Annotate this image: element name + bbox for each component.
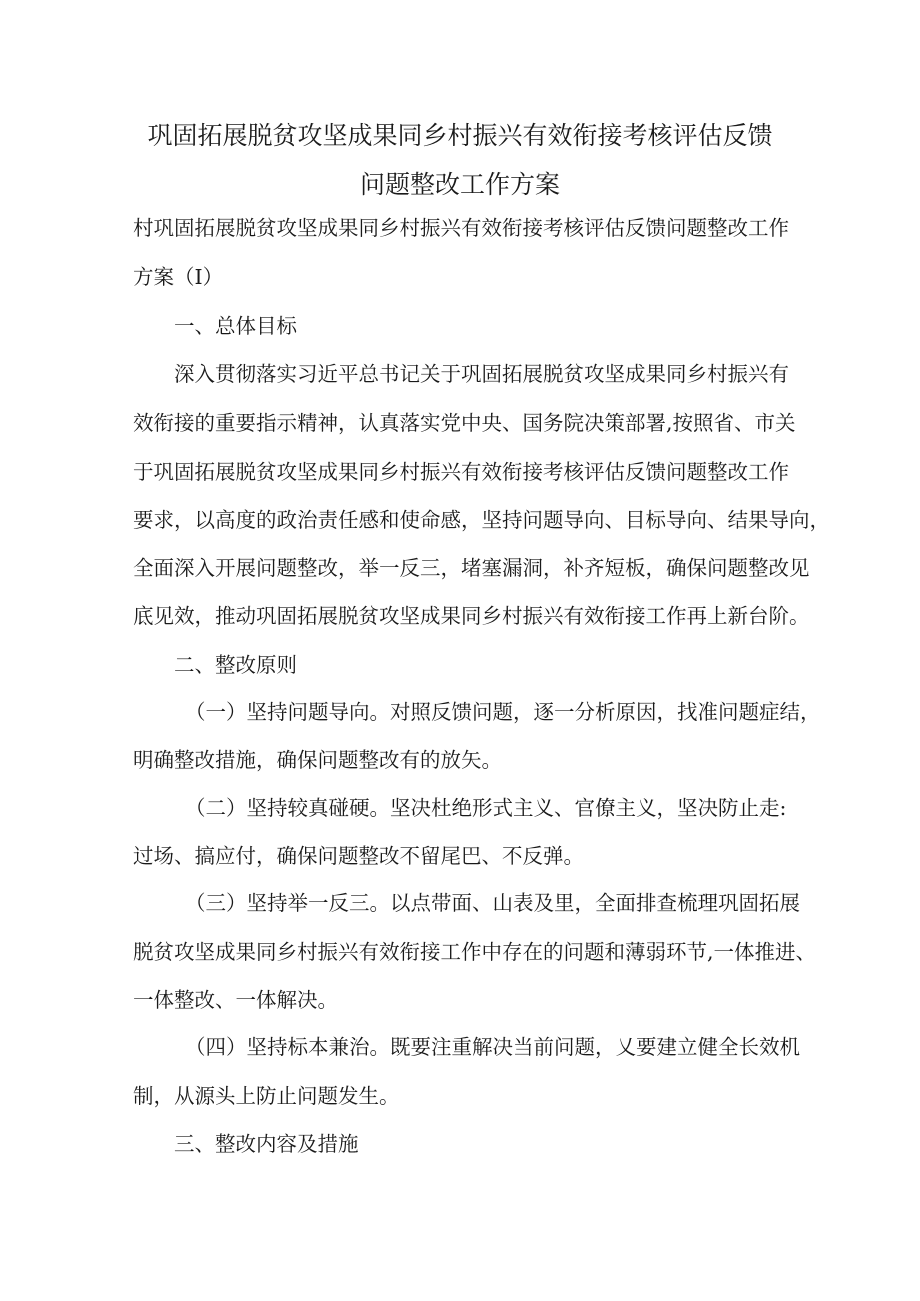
document-title-line-2: 问题整改工作方案 xyxy=(359,170,560,199)
subtitle-line-2: 方案（I） xyxy=(133,265,224,289)
principle-3-line-1: （三）坚持举一反三。以点带面、山表及里，全面排查梳理巩固拓展 xyxy=(185,891,800,915)
principle-3-line-3: 一体整改、一体解决。 xyxy=(133,988,338,1012)
principle-4-line-1: （四）坚持标本兼治。既要注重解决当前问题，乂要建立健全长效机 xyxy=(185,1035,800,1059)
principle-1-line-2: 明确整改措施，确保问题整改有的放矢。 xyxy=(133,748,502,772)
paragraph-line: 底见效，推动巩固拓展脱贫攻坚成果同乡村振兴有效衔接工作再上新台阶。 xyxy=(133,604,810,628)
paragraph-line: 深入贯彻落实习近平总书记关于巩固拓展脱贫攻坚成果同乡村振兴有 xyxy=(174,362,789,386)
section-heading-rectification-principles: 二、整改原则 xyxy=(174,653,297,677)
principle-4-line-2: 制，从源头上防止问题发生。 xyxy=(133,1084,400,1108)
principle-3-line-2: 脱贫攻坚成果同乡村振兴有效衔接工作中存在的问题和薄弱环节,一体推进、 xyxy=(133,940,817,964)
section-heading-overall-goal: 一、总体目标 xyxy=(174,314,297,338)
principle-2-line-2: 过场、搞应付，确保问题整改不留尾巴、不反弹。 xyxy=(133,844,584,868)
section-heading-rectification-content: 三、整改内容及措施 xyxy=(174,1132,359,1156)
principle-1-line-1: （一）坚持问题导向。对照反馈问题，逐一分析原因，找准问题症结， xyxy=(185,700,821,724)
document-title-line-1: 巩固拓展脱贫攻坚成果同乡村振兴有效衔接考核评估反馈 xyxy=(147,121,773,150)
paragraph-line: 效衔接的重要指示精神，认真落实党中央、国务院决策部署,按照省、市关 xyxy=(133,411,796,435)
paragraph-line: 于巩固拓展脱贫攻坚成果同乡村振兴有效衔接考核评估反馈问题整改工作 xyxy=(133,460,789,484)
paragraph-line: 要求，以高度的政治责任感和使命感，坚持问题导向、目标导向、结果导向， xyxy=(133,508,830,532)
subtitle-line-1: 村巩固拓展脱贫攻坚成果同乡村振兴有效衔接考核评估反馈问题整改工作 xyxy=(133,216,789,240)
paragraph-line: 全面深入开展问题整改，举一反三，堵塞漏洞，补齐短板，确保问题整改见 xyxy=(133,556,810,580)
principle-2-line-1: （二）坚持较真碰硬。坚决杜绝形式主义、官僚主义，坚决防止走: xyxy=(185,796,787,820)
